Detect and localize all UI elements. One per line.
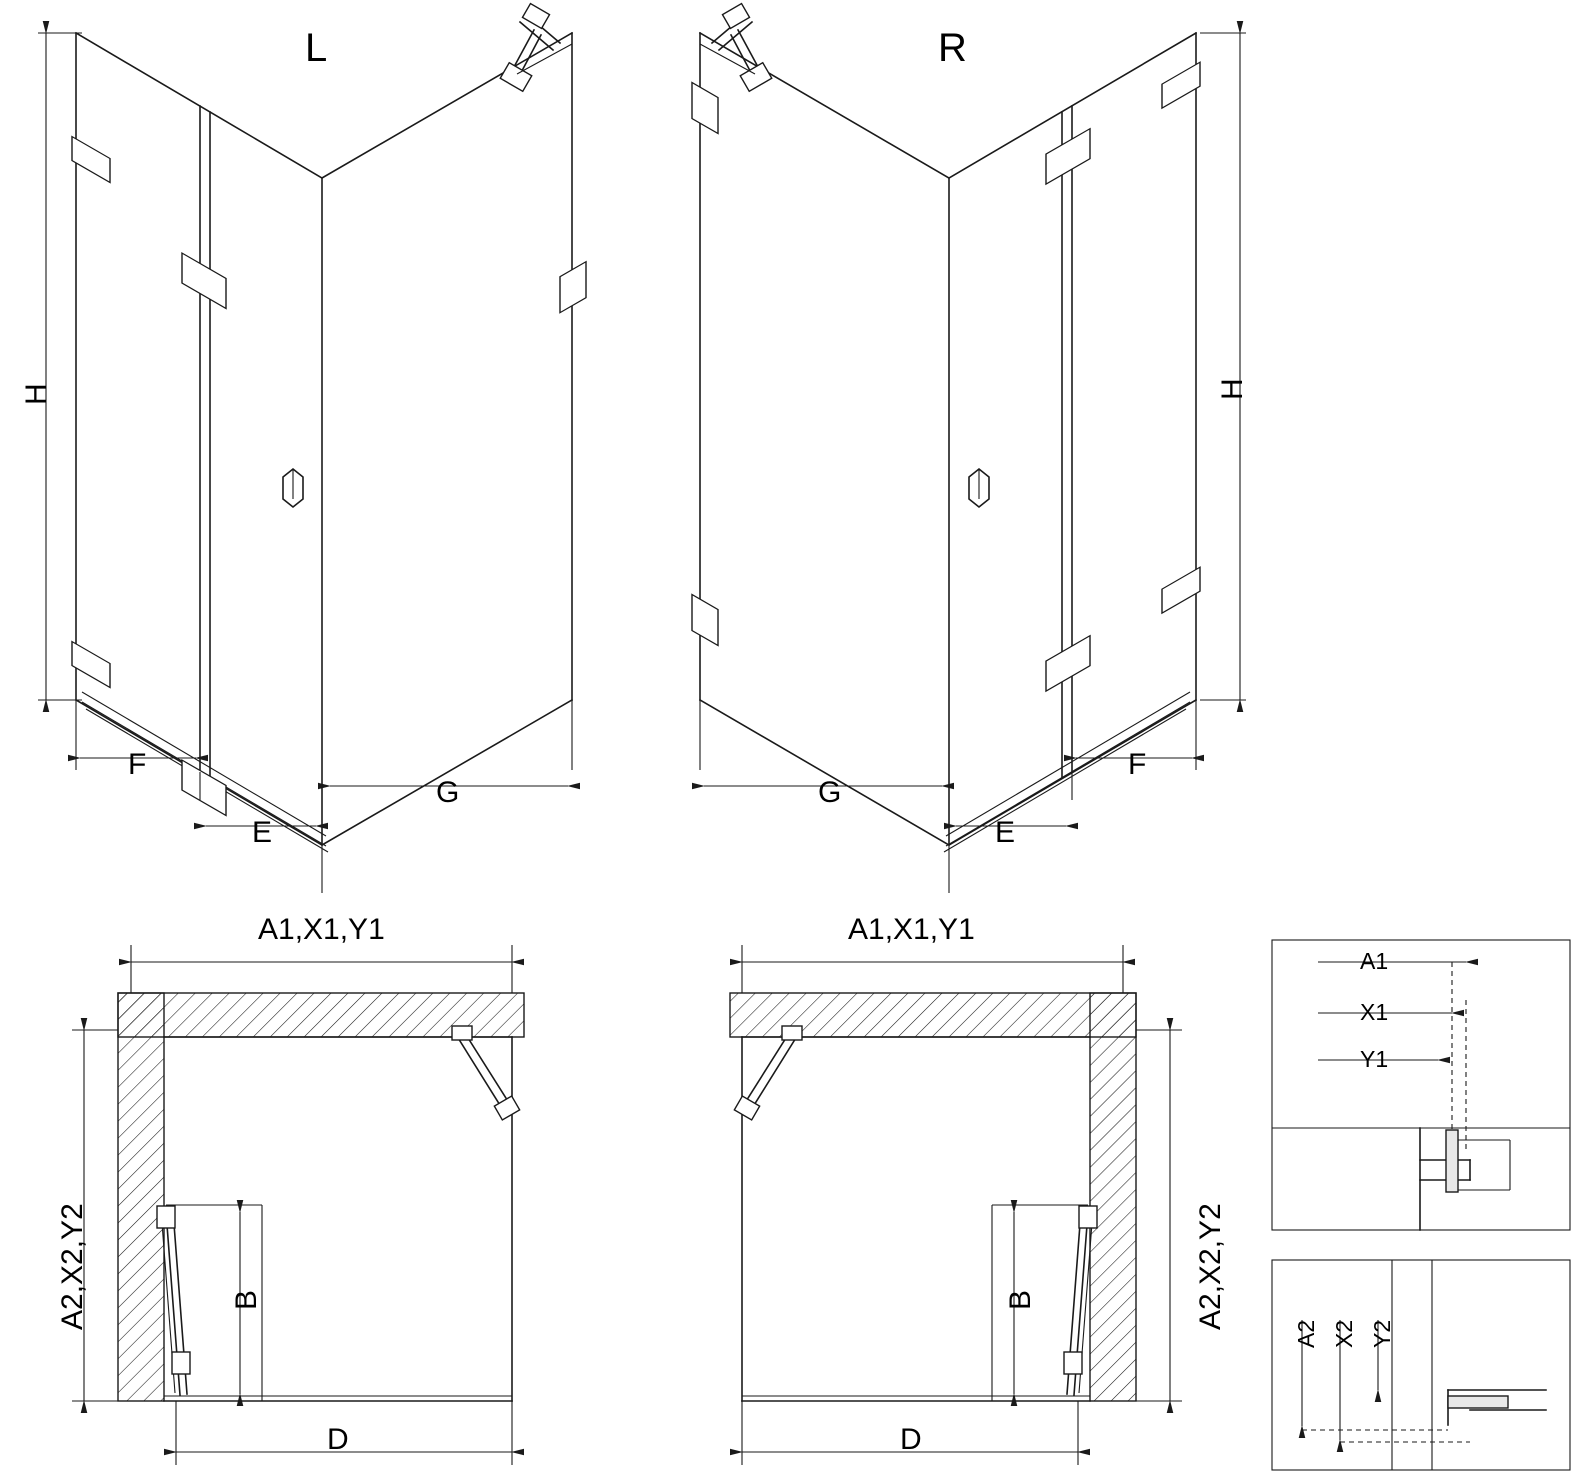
plan-view-left (72, 945, 524, 1465)
detail-dim-a2: A2 (1293, 1319, 1319, 1348)
plan-view-right (730, 945, 1182, 1465)
detail-dim-y2: Y2 (1369, 1319, 1395, 1348)
plan-right-top-dim-label: A1,X1,Y1 (848, 913, 975, 946)
detail-view-bottom (1272, 1260, 1570, 1470)
iso-view-right (692, 4, 1249, 893)
dim-label-f-right: F (1128, 748, 1147, 781)
iso-view-left (38, 0, 586, 893)
dim-label-h-left: H (20, 383, 53, 405)
plan-left-top-dim-label: A1,X1,Y1 (258, 913, 385, 946)
detail-dim-a1: A1 (1360, 948, 1389, 974)
dim-label-f-left: F (128, 748, 147, 781)
dim-label-e-left: E (252, 816, 273, 849)
detail-dim-x1: X1 (1360, 999, 1389, 1025)
plan-right-bottom-dim-label: D (900, 1423, 922, 1456)
plan-left-side-dim-label: A2,X2,Y2 (56, 1203, 89, 1330)
detail-dim-y1: Y1 (1360, 1046, 1389, 1072)
plan-left-inner-dim-label: B (230, 1289, 263, 1310)
dim-label-h-right: H (1216, 378, 1249, 400)
plan-left-bottom-dim-label: D (327, 1423, 349, 1456)
dim-label-e-right: E (995, 816, 1016, 849)
view-title-right: R (938, 26, 967, 70)
dim-label-g-right: G (818, 776, 842, 809)
detail-dim-x2: X2 (1331, 1319, 1357, 1348)
plan-right-inner-dim-label: B (1004, 1289, 1037, 1310)
dim-label-g-left: G (436, 776, 460, 809)
view-title-left: L (305, 26, 328, 70)
plan-right-side-dim-label: A2,X2,Y2 (1194, 1203, 1227, 1330)
detail-view-top (1272, 940, 1570, 1230)
